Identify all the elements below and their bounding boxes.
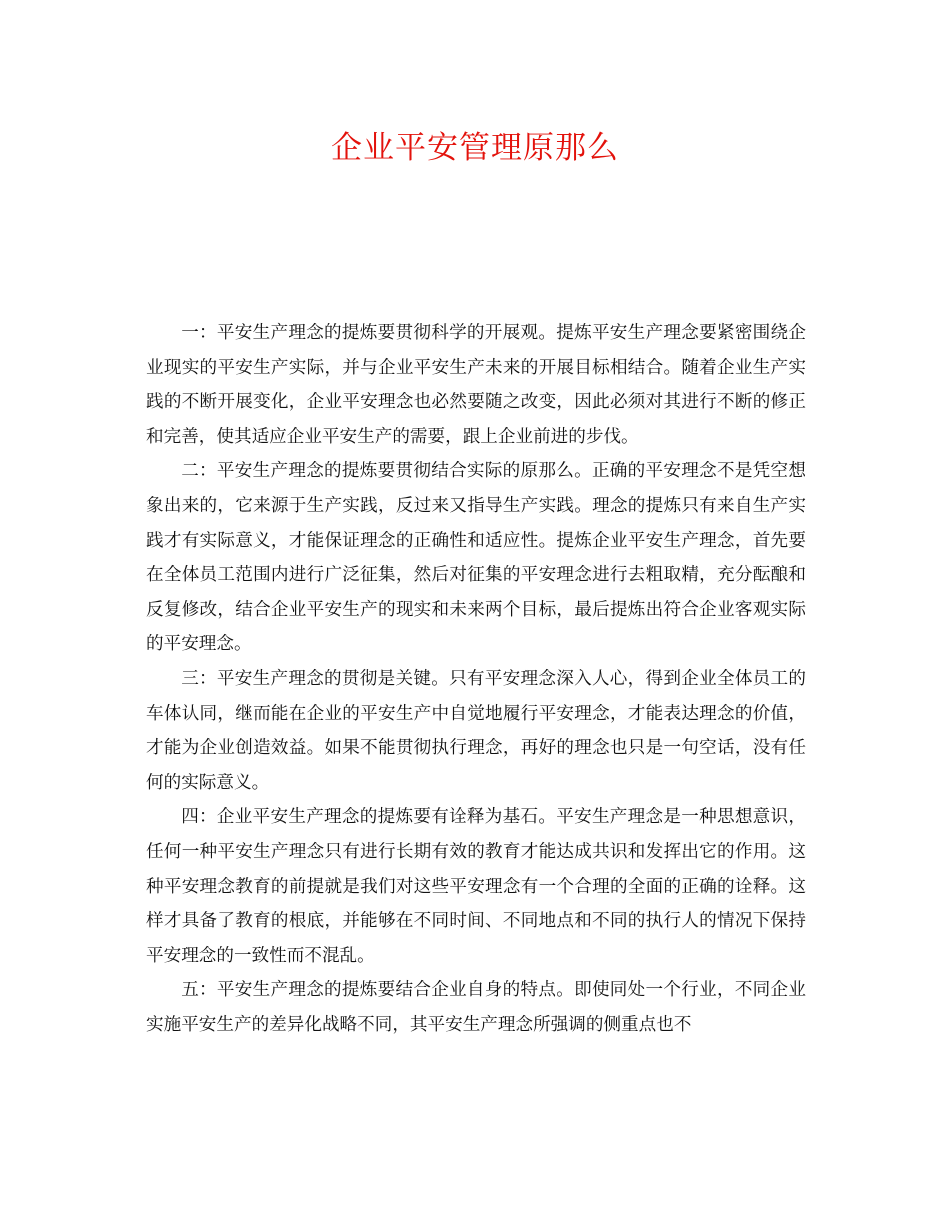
paragraph-3: 三：平安生产理念的贯彻是关键。只有平安理念深入人心，得到企业全体员工的车体认同，继而能在企业的平安生产中自觉地履行平安理念，才能表达理念的价值，才能为企业创造效益。如果不能贯彻执行理念，再好的理念也只是一句空话，没有任何的实际意义。 bbox=[146, 668, 806, 793]
document-title: 企业平安管理原那么 bbox=[331, 130, 619, 166]
paragraph-5: 五：平安生产理念的提炼要结合企业自身的特点。即使同处一个行业，不同企业实施平安生产的差异化战略不同，其平安生产理念所强调的侧重点也不 bbox=[146, 980, 806, 1035]
paragraph-1: 一：平安生产理念的提炼要贯彻科学的开展观。提炼平安生产理念要紧密围绕企业现实的平安生产实际，并与企业平安生产未来的开展目标相结合。随着企业生产实践的不断开展变化，企业平安理念也必然要随之改变，因此必须对其进行不断的修正和完善，使其适应企业平安生产的需要，跟上企业前进的步伐。 bbox=[146, 323, 806, 447]
paragraph-2: 二：平安生产理念的提炼要贯彻结合实际的原那么。正确的平安理念不是凭空想象出来的，它来源于生产实践，反过来又指导生产实践。理念的提炼只有来自生产实践才有实际意义，才能保证理念的正确性和适应性。提炼企业平安生产理念，首先要在全体员工范围内进行广泛征集，然后对征集的平安理念进行去粗取精，充分酝酿和反复修改，结合企业平安生产的现实和未来两个目标，最后提炼出符合企业客观实际的平安理念。 bbox=[146, 461, 806, 655]
paragraph-4: 四：企业平安生产理念的提炼要有诠释为基石。平安生产理念是一种思想意识，任何一种平安生产理念只有进行长期有效的教育才能达成共识和发挥出它的作用。这种平安理念教育的前提就是我们对这些平安理念有一个合理的全面的正确的诠释。这样才具备了教育的根底，并能够在不同时间、不同地点和不同的执行人的情况下保持平安理念的一致性而不混乱。 bbox=[146, 807, 806, 966]
document-body bbox=[146, 316, 806, 1042]
